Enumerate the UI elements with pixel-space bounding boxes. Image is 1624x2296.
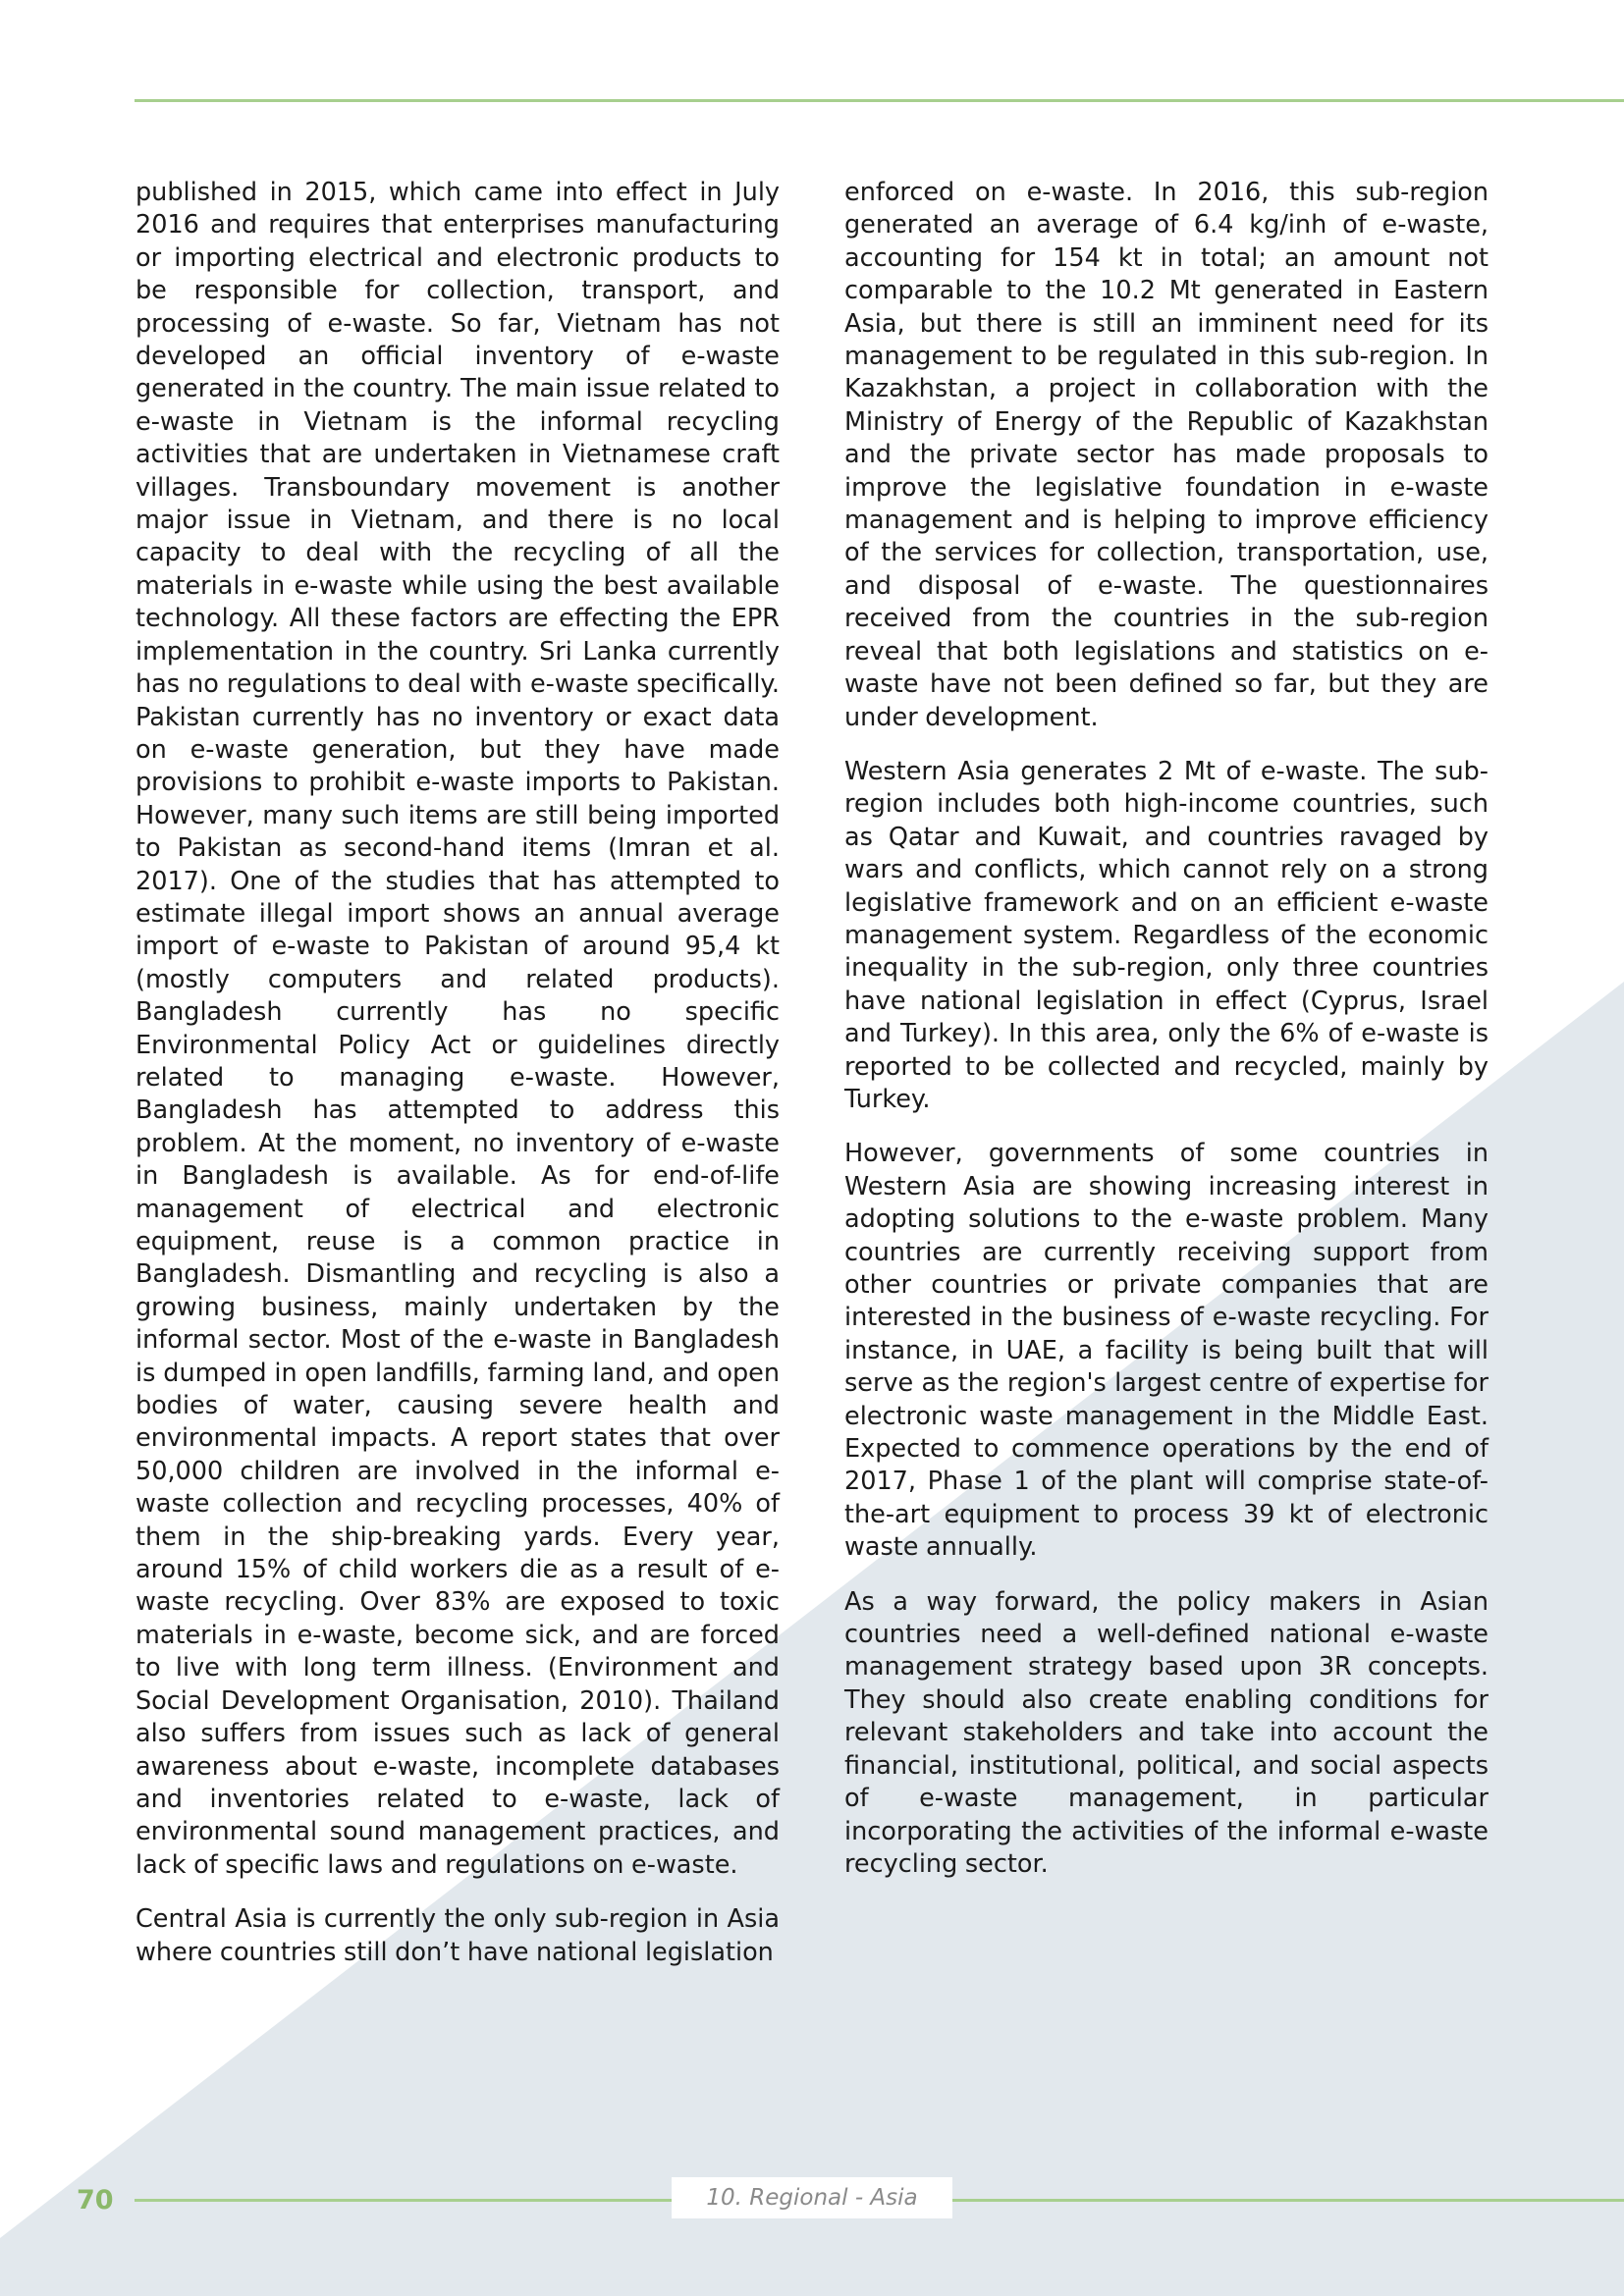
right-column [844, 177, 1489, 1902]
paragraph: enforced on e-waste. In 2016, this sub-region generated an average of 6.4 kg/inh of e-waste, accounting for 154 kt in total; an amount not comparable to the 10.2 Mt generated in Eastern Asia, but there is still an imminent need for its management to be regulated in this sub-region. In Kazakhstan, a project in collaboration with the Ministry of Energy of the Republic of Kazakhstan and the private sector has made proposals to improve the legislative foundation in e-waste management and is helping to improve efficiency of the services for collection, transportation, use, and disposal of e-waste. The questionnaires received from the countries in the sub-region reveal that both legislations and statistics on e-waste have not been defined so far, but they are under development. [844, 178, 1489, 732]
paragraph: Western Asia generates 2 Mt of e-waste. The sub-region includes both high-income countries, such as Qatar and Kuwait, and countries ravaged by wars and conflicts, which cannot rely on a strong legislative framework and on an efficient e-waste management system. Regardless of the economic inequality in the sub-region, only three countries have national legislation in effect (Cyprus, Israel and Turkey). In this area, only the 6% of e-waste is reported to be collected and recycled, mainly by Turkey. [844, 756, 1489, 1114]
header-rule [135, 99, 1624, 102]
paragraph: As a way forward, the policy makers in Asian countries need a well-defined national e-waste management strategy based upon 3R concepts. They should also create enabling conditions for relevant stakeholders and take into account the financial, institutional, political, and social aspects of e-waste management, in particular incorporating the activities of the informal e-waste recycling sector. [844, 1586, 1489, 1879]
paragraph: Central Asia is currently the only sub-region in Asia where countries still don’t have national legislation [135, 1904, 780, 1967]
paragraph: However, governments of some countries in Western Asia are showing increasing interest in adopting solutions to the e-waste problem. Many countries are currently receiving support from other countries or private companies that are interested in the business of e-waste recycling. For instance, in UAE, a facility is being built that will serve as the region's largest centre of expertise for electronic waste management in the Middle East. Expected to commence operations by the end of 2017, Phase 1 of the plant will comprise state-of-the-art equipment to process 39 kt of electronic waste annually. [844, 1139, 1489, 1563]
footer-section-label: 10. Regional - Asia [672, 2177, 952, 2218]
paragraph: published in 2015, which came into effect in July 2016 and requires that enterprises manufacturing or importing electrical and electronic products to be responsible for collection, transport, and processing of e-waste. So far, Vietnam has not developed an official inventory of e-waste generated in the country. The main issue related to e-waste in Vietnam is the informal recycling activities that are undertaken in Vietnamese craft villages. Transboundary movement is another major issue in Vietnam, and there is no local capacity to deal with the recycling of all the materials in e-waste while using the best available technology. All these factors are effecting the EPR implementation in the country. Sri Lanka currently has no regulations to deal with e-waste specifically. Pakistan currently has no inventory or exact data on e-waste generation, but they have made provisions to prohibit e-waste imports to Pakistan. However, many such items are still being imported to Pakistan as second-hand items (Imran et al. 2017). One of the studies that has attempted to estimate illegal import shows an annual average import of e-waste to Pakistan of around 95,4 kt (mostly computers and related products). Bangladesh currently has no specific Environmental Policy Act or guidelines directly related to managing e-waste. However, Bangladesh has attempted to address this problem. At the moment, no inventory of e-waste in Bangladesh is available. As for end-of-life management of electrical and electronic equipment, reuse is a common practice in Bangladesh. Dismantling and recycling is also a growing business, mainly undertaken by the informal sector. Most of the e-waste in Bangladesh is dumped in open landfills, farming land, and open bodies of water, causing severe health and environmental impacts. A report states that over 50,000 children are involved in the informal e-waste collection and recycling processes, 40% of them in the ship-breaking yards. Every year, around 15% of child workers die as a result of e-waste recycling. Over 83% are exposed to toxic materials in e-waste, become sick, and are forced to live with long term illness. (Environment and Social Development Organisation, 2010). Thailand also suffers from issues such as lack of general awareness about e-waste, incomplete databases and inventories related to e-waste, lack of environmental sound management practices, and lack of specific laws and regulations on e-waste. [135, 178, 780, 1880]
page-number: 70 [77, 2185, 114, 2216]
left-column [135, 177, 780, 1991]
